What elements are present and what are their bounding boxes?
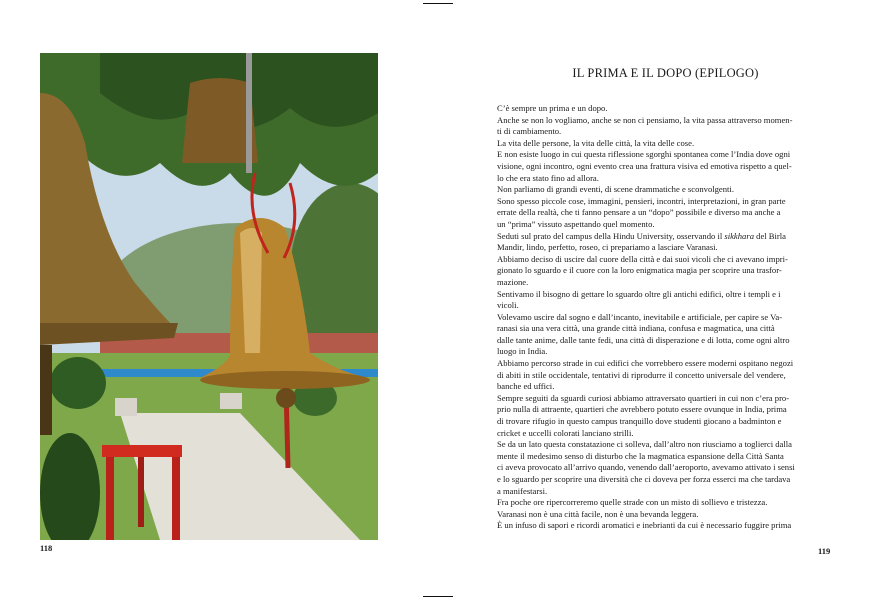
body-line: La vita delle persone, la vita delle città, la vita delle cose. xyxy=(497,137,695,148)
body-line: errate della realtà, che ti fanno pensare a un “dopo” possibile e diverso ma anche a xyxy=(497,207,781,218)
chain xyxy=(246,53,252,173)
body-line: dalle tante anime, dalle tante fedi, una città di disperazione e di lotta, come ogni altro xyxy=(497,334,790,345)
body-line: E non esiste luogo in cui questa riflessione sgorghi spontanea come l’India dove ogni xyxy=(497,149,791,160)
bell-clapper xyxy=(276,388,296,408)
body-line: vicoli. xyxy=(497,300,519,311)
body-line: Sono spesso piccole cose, immagini, pensieri, incontri, interpretazioni, in gran parte xyxy=(497,195,786,206)
body-line: Non parliamo di grandi eventi, di scene drammatiche e sconvolgenti. xyxy=(497,184,734,195)
body-line: Seduti sul prato del campus della Hindu University, osservando il sikkhara del Birla xyxy=(497,230,786,241)
body-line: Sempre seguiti da sguardi curiosi abbiamo attraversato quartieri in cui non c’era pro- xyxy=(497,392,790,403)
body-line: lo che era stato fino ad allora. xyxy=(497,172,599,183)
main-bell-rim xyxy=(200,371,370,389)
body-line: ti di cambiamento. xyxy=(497,126,562,137)
hedge-left xyxy=(50,357,106,409)
stool-leg-1 xyxy=(106,457,114,540)
body-line: cricket e uccelli colorati lanciano strilli. xyxy=(497,427,634,438)
body-line: Varanasi non è una città facile, non è una bevanda leggera. xyxy=(497,508,699,519)
body-line: luogo in India. xyxy=(497,346,548,357)
body-line: Volevamo uscire dal sogno e dall’incanto, inevitabile e artificiale, per capire se Va- xyxy=(497,311,783,322)
body-line: di abiti in stile occidentale, tentativi di riprodurre il concetto universale del vendere, xyxy=(497,369,786,380)
body-line: Mandir, lindo, perfetto, roseo, ci prepariamo a lasciare Varanasi. xyxy=(497,242,718,253)
planter-2 xyxy=(220,393,242,409)
body-line: banche ed uffici. xyxy=(497,381,555,392)
body-line: È un infuso di sapori e ricordi aromatici e inebrianti da cui è necessario fuggire prima xyxy=(497,520,792,531)
body-line: un “prima” vissuto aspettando quel momento. xyxy=(497,218,655,229)
planter-1 xyxy=(115,398,137,416)
crop-mark-top xyxy=(423,3,453,4)
stool-seat xyxy=(102,445,182,457)
bells-photo xyxy=(40,53,378,540)
body-line: C’è sempre un prima e un dopo. xyxy=(497,103,608,113)
body-line: ranasi sia una vera città, una grande città indiana, confusa e magmatica, una città xyxy=(497,323,775,334)
body-line: visione, ogni incontro, ogni evento crea una frattura visiva ed emotiva rispetto a quel- xyxy=(497,160,792,171)
body-line: di trovare rifugio in questo campus tranquillo dove studenti giocano a badminton e xyxy=(497,416,782,427)
body-line: a manifestarsi. xyxy=(497,485,548,496)
chapter-title: IL PRIMA E IL DOPO (EPILOGO) xyxy=(572,66,759,80)
body-line: mente il medesimo senso di disturbo che la magmatica espansione della Città Santa xyxy=(497,450,784,461)
page-number-left: 118 xyxy=(40,543,53,553)
body-line: Sentivamo il bisogno di gettare lo sguardo oltre gli antichi edifici, oltre i templi e i xyxy=(497,288,781,299)
body-line: Se da un lato questa constatazione ci solleva, dall’altro non riusciamo a toglierci dalla xyxy=(497,439,792,450)
stool-leg-2 xyxy=(172,457,180,540)
stool-leg-3 xyxy=(138,457,144,527)
body-line: prio nulla di attraente, quartieri che avrebbero potuto essere ovunque in India, prima xyxy=(497,404,787,415)
body-line: e lo sguardo per scoprire una diversità che ci doveva per forza esserci ma che tardava xyxy=(497,474,791,484)
crop-mark-bottom xyxy=(423,596,453,597)
body-line: mazione. xyxy=(497,276,529,287)
body-line: gionato lo sguardo e il cuore con la loro enigmatica magia per scoprire una trasfor- xyxy=(497,265,782,276)
bell-post xyxy=(40,345,52,435)
body-line: Fra poche ore ripercorreremo quelle strade con un misto di sollievo e tristezza. xyxy=(497,497,768,508)
body-line: ci aveva provocato all’arrivo quando, venendo dall’aeroporto, avevamo attivato i sensi xyxy=(497,462,795,473)
body-line: Abbiamo percorso strade in cui edifici che vorrebbero essere moderni ospitano negozi xyxy=(497,358,794,369)
body-line: Anche se non lo vogliamo, anche se non ci pensiamo, la vita passa attraverso momen- xyxy=(497,114,793,125)
body-line: Abbiamo deciso di uscire dal cuore della città e dai suoi vicoli che ci avevano impri- xyxy=(497,253,788,264)
page-number-right: 119 xyxy=(818,546,831,556)
chapter-body xyxy=(497,103,835,532)
